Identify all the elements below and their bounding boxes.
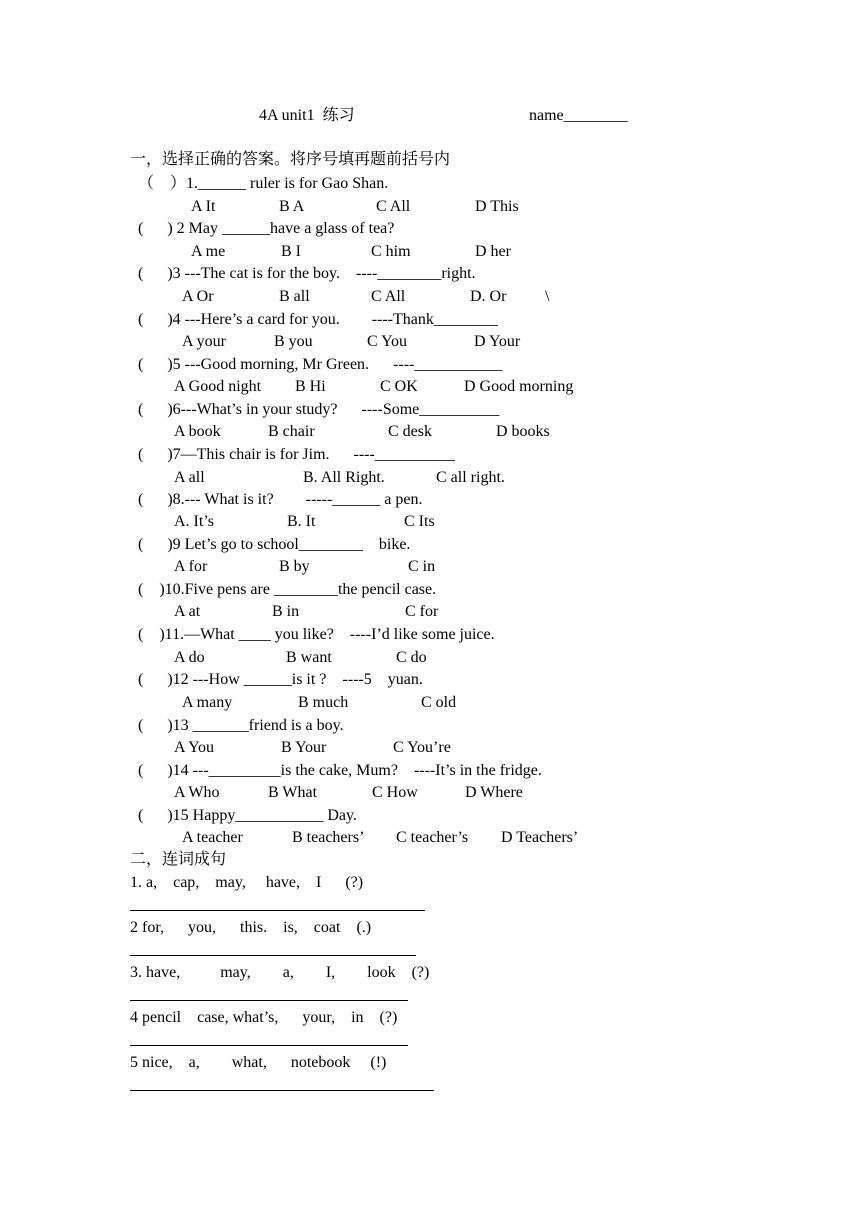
question-2: ( ) 2 May ______have a glass of tea? <box>138 220 395 237</box>
question-12: ( )12 ---How ______is it ? ----5 yuan. <box>138 671 423 688</box>
q14-option-a: A Who <box>174 784 220 801</box>
q14-option-b: B What <box>268 784 318 801</box>
worksheet-title: 4A unit1 练习 <box>259 107 355 124</box>
q1-option-b: B A <box>279 198 305 215</box>
q9-option-a: A for <box>174 558 208 575</box>
question-3: ( )3 ---The cat is for the boy. ----________right. <box>138 265 476 282</box>
answer-line-1 <box>130 910 425 911</box>
q10-option-c: C for <box>405 603 439 620</box>
question-6: ( )6---What’s in your study? ----Some__________ <box>138 401 500 418</box>
q7-option-c: C all right. <box>436 469 505 486</box>
question-11: ( )11.—What ____ you like? ----I’d like some juice. <box>138 626 495 643</box>
q4-option-d: D Your <box>474 333 521 350</box>
q12-option-c: C old <box>421 694 457 711</box>
q10-option-a: A at <box>174 603 201 620</box>
answer-line-5 <box>130 1090 434 1091</box>
q15-option-b: B teachers’ <box>292 829 365 846</box>
q6-option-a: A book <box>174 423 221 440</box>
q8-option-b: B. It <box>287 513 316 530</box>
q9-option-c: C in <box>408 558 436 575</box>
q5-option-c: C OK <box>380 378 418 395</box>
q14-option-c: C How <box>372 784 418 801</box>
q9-option-b: B by <box>279 558 310 575</box>
q1-option-a: A It <box>191 198 216 215</box>
q12-option-a: A many <box>182 694 233 711</box>
question-13: ( )13 _______friend is a boy. <box>138 717 344 734</box>
section1-heading: 一，选择正确的答案。将序号填再题前括号内 <box>130 151 451 168</box>
q11-option-a: A do <box>174 649 205 666</box>
answer-line-2 <box>130 955 416 956</box>
q4-option-c: C You <box>367 333 408 350</box>
q8-option-a: A. It’s <box>174 513 214 530</box>
q1-option-c: C All <box>376 198 411 215</box>
q6-option-b: B chair <box>268 423 315 440</box>
q12-option-b: B much <box>298 694 349 711</box>
q4-option-b: B you <box>274 333 313 350</box>
question-1: （ ）1.______ ruler is for Gao Shan. <box>138 175 389 192</box>
q2-option-d: D her <box>475 243 511 260</box>
q15-option-c: C teacher’s <box>396 829 469 846</box>
question-10: ( )10.Five pens are ________the pencil case. <box>138 581 437 598</box>
q15-option-d: D Teachers’ <box>501 829 579 846</box>
name-field: name________ <box>529 107 628 124</box>
q5-option-a: A Good night <box>174 378 262 395</box>
answer-line-3 <box>130 1000 408 1001</box>
q3-option-b: B all <box>279 288 310 305</box>
q2-option-c: C him <box>371 243 411 260</box>
q14-option-d: D Where <box>465 784 523 801</box>
q11-option-b: B want <box>286 649 332 666</box>
reorder-item-3: 3. have, may, a, I, look (?) <box>130 964 430 981</box>
q3-option-a: A Or <box>182 288 214 305</box>
question-8: ( )8.--- What is it? -----______ a pen. <box>138 491 423 508</box>
q2-option-a: A me <box>191 243 226 260</box>
q7-option-b: B. All Right. <box>303 469 385 486</box>
q15-option-a: A teacher <box>182 829 243 846</box>
reorder-item-2: 2 for, you, this. is, coat (.) <box>130 919 372 936</box>
question-15: ( )15 Happy___________ Day. <box>138 807 357 824</box>
q3-stray-mark: \ <box>545 288 550 305</box>
question-4: ( )4 ---Here’s a card for you. ----Thank________ <box>138 311 498 328</box>
q6-option-d: D books <box>496 423 550 440</box>
reorder-item-1: 1. a, cap, may, have, I (?) <box>130 874 364 891</box>
q1-option-d: D This <box>475 198 519 215</box>
q13-option-a: A You <box>174 739 215 756</box>
question-9: ( )9 Let’s go to school________ bike. <box>138 536 411 553</box>
q13-option-b: B Your <box>281 739 327 756</box>
q6-option-c: C desk <box>388 423 432 440</box>
q4-option-a: A your <box>182 333 226 350</box>
section2-heading: 二，连词成句 <box>130 851 227 868</box>
reorder-item-4: 4 pencil case, what’s, your, in (?) <box>130 1009 398 1026</box>
q3-option-c: C All <box>371 288 406 305</box>
q13-option-c: C You’re <box>393 739 451 756</box>
q11-option-c: C do <box>396 649 427 666</box>
reorder-item-5: 5 nice, a, what, notebook (!) <box>130 1054 387 1071</box>
q2-option-b: B I <box>281 243 301 260</box>
q3-option-d: D. Or <box>470 288 507 305</box>
answer-line-4 <box>130 1045 408 1046</box>
question-7: ( )7—This chair is for Jim. ----__________ <box>138 446 455 463</box>
question-5: ( )5 ---Good morning, Mr Green. ----___________ <box>138 356 503 373</box>
q10-option-b: B in <box>272 603 300 620</box>
q7-option-a: A all <box>174 469 205 486</box>
question-14: ( )14 ---_________is the cake, Mum? ----It’s in the fridge. <box>138 762 542 779</box>
q5-option-b: B Hi <box>295 378 326 395</box>
q8-option-c: C Its <box>404 513 435 530</box>
q5-option-d: D Good morning <box>464 378 574 395</box>
